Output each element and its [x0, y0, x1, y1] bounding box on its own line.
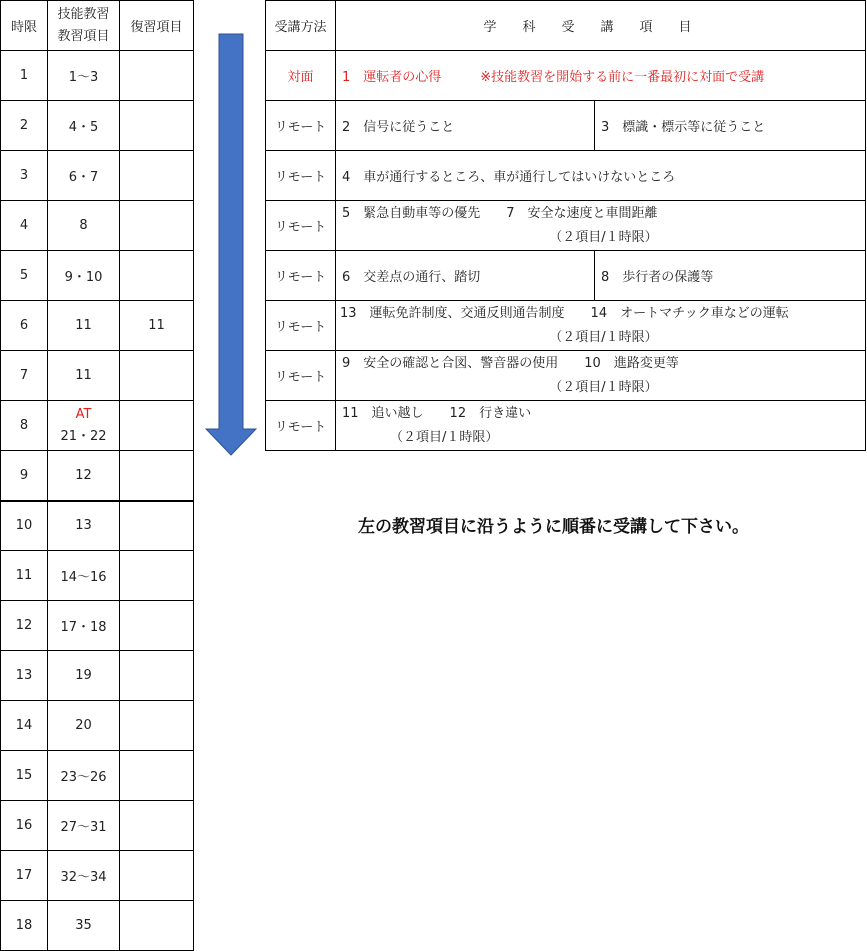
method-cell: リモート	[266, 151, 336, 201]
lecture-cell	[336, 201, 866, 251]
lecture-note: （２項目/１時限）	[549, 329, 658, 345]
lecture-cell	[336, 351, 866, 401]
table-row	[1, 751, 194, 801]
items-cell: 8	[48, 201, 120, 251]
items-cell: 17・18	[48, 601, 120, 651]
period-cell: 15	[1, 751, 48, 801]
items-cell: 13	[48, 501, 120, 551]
lecture-line: 11 追い越し 12 行き違い	[342, 405, 532, 421]
table-row	[1, 701, 194, 751]
items-cell: 35	[48, 901, 120, 951]
lecture-header-row	[266, 1, 866, 51]
review-header: 復習項目	[120, 1, 194, 51]
lecture-row	[266, 301, 866, 351]
lecture-row	[266, 251, 866, 301]
period-cell: 3	[1, 151, 48, 201]
table-row	[1, 651, 194, 701]
table-row	[1, 801, 194, 851]
review-cell	[120, 51, 194, 101]
down-arrow-icon	[205, 33, 257, 457]
table-row	[1, 451, 194, 501]
review-cell	[120, 601, 194, 651]
period-cell: 12	[1, 601, 48, 651]
items-cell: 20	[48, 701, 120, 751]
table-row	[1, 401, 194, 451]
review-cell: 11	[120, 301, 194, 351]
review-cell	[120, 651, 194, 701]
method-cell: リモート	[266, 401, 336, 451]
lecture-note: （２項目/１時限）	[549, 229, 658, 245]
table-row	[1, 901, 194, 951]
method-cell: 対面	[266, 51, 336, 101]
items-cell: 14〜16	[48, 551, 120, 601]
method-cell: リモート	[266, 251, 336, 301]
method-header: 受講方法	[266, 1, 336, 51]
period-cell: 6	[1, 301, 48, 351]
items-cell: 11	[48, 301, 120, 351]
review-cell	[120, 251, 194, 301]
lecture-cell: 3 標識・標示等に従うこと	[595, 101, 866, 151]
arrow-shape	[206, 34, 256, 455]
review-cell	[120, 551, 194, 601]
method-cell: リモート	[266, 301, 336, 351]
items-cell	[48, 401, 120, 451]
period-cell: 8	[1, 401, 48, 451]
lecture-cell	[336, 401, 866, 451]
review-cell	[120, 151, 194, 201]
method-cell: リモート	[266, 201, 336, 251]
table-row	[1, 51, 194, 101]
period-cell: 2	[1, 101, 48, 151]
lecture-cell: 6 交差点の通行、踏切	[336, 251, 595, 301]
review-cell	[120, 751, 194, 801]
method-cell: リモート	[266, 101, 336, 151]
lecture-cell: 4 車が通行するところ、車が通行してはいけないところ	[336, 151, 866, 201]
lecture-cell	[336, 301, 866, 351]
review-cell	[120, 801, 194, 851]
period-cell: 13	[1, 651, 48, 701]
at-label: AT	[75, 406, 92, 422]
lecture-row	[266, 201, 866, 251]
review-cell	[120, 851, 194, 901]
lecture-note: （２項目/１時限）	[549, 379, 658, 395]
table-row	[1, 151, 194, 201]
skill-header-line1: 技能教習	[57, 6, 110, 22]
instruction-note: 左の教習項目に沿うように順番に受講して下さい。	[358, 517, 749, 537]
items-cell: 12	[48, 451, 120, 501]
lecture-row	[266, 151, 866, 201]
table-row	[1, 551, 194, 601]
items-cell: 23〜26	[48, 751, 120, 801]
table-row	[1, 201, 194, 251]
period-cell: 7	[1, 351, 48, 401]
table-row	[1, 251, 194, 301]
lecture-cell: 8 歩行者の保護等	[595, 251, 866, 301]
lecture-row	[266, 51, 866, 101]
table-row	[1, 351, 194, 401]
review-cell	[120, 701, 194, 751]
review-cell	[120, 351, 194, 401]
table-row	[1, 851, 194, 901]
skill-items-header	[48, 1, 120, 51]
lecture-items-header: 学科受講項目	[336, 1, 866, 51]
period-cell: 1	[1, 51, 48, 101]
period-cell: 18	[1, 901, 48, 951]
lecture-line: 9 安全の確認と合図、警音器の使用 10 進路変更等	[342, 355, 679, 371]
items-cell: 9・10	[48, 251, 120, 301]
items-cell: 32〜34	[48, 851, 120, 901]
schedule-header-row	[1, 1, 194, 51]
period-cell: 4	[1, 201, 48, 251]
method-cell: リモート	[266, 351, 336, 401]
items-cell: 4・5	[48, 101, 120, 151]
lecture-note: （２項目/１時限）	[390, 429, 499, 445]
table-row	[1, 101, 194, 151]
lecture-table	[265, 0, 866, 451]
items-value: 21・22	[60, 428, 107, 444]
period-cell: 17	[1, 851, 48, 901]
period-cell: 5	[1, 251, 48, 301]
lecture-row	[266, 351, 866, 401]
review-cell	[120, 451, 194, 501]
schedule-table	[0, 0, 194, 951]
review-cell	[120, 201, 194, 251]
review-cell	[120, 401, 194, 451]
review-cell	[120, 901, 194, 951]
table-row	[1, 501, 194, 551]
items-cell: 11	[48, 351, 120, 401]
review-cell	[120, 501, 194, 551]
review-cell	[120, 101, 194, 151]
period-cell: 10	[1, 501, 48, 551]
table-row	[1, 301, 194, 351]
items-cell: 1〜3	[48, 51, 120, 101]
period-cell: 14	[1, 701, 48, 751]
skill-header-line2: 教習項目	[57, 28, 110, 44]
lecture-cell: 2 信号に従うこと	[336, 101, 595, 151]
lecture-row	[266, 401, 866, 451]
lecture-line: 5 緊急自動車等の優先 7 安全な速度と車間距離	[342, 205, 658, 221]
period-cell: 9	[1, 451, 48, 501]
items-cell: 6・7	[48, 151, 120, 201]
table-row	[1, 601, 194, 651]
lecture-cell: 1 運転者の心得 ※技能教習を開始する前に一番最初に対面で受講	[336, 51, 866, 101]
items-cell: 27〜31	[48, 801, 120, 851]
period-header: 時限	[1, 1, 48, 51]
lecture-line: 13 運転免許制度、交通反則通告制度 14 オートマチック車などの運転	[340, 305, 789, 321]
period-cell: 16	[1, 801, 48, 851]
items-cell: 19	[48, 651, 120, 701]
period-cell: 11	[1, 551, 48, 601]
lecture-row	[266, 101, 866, 151]
